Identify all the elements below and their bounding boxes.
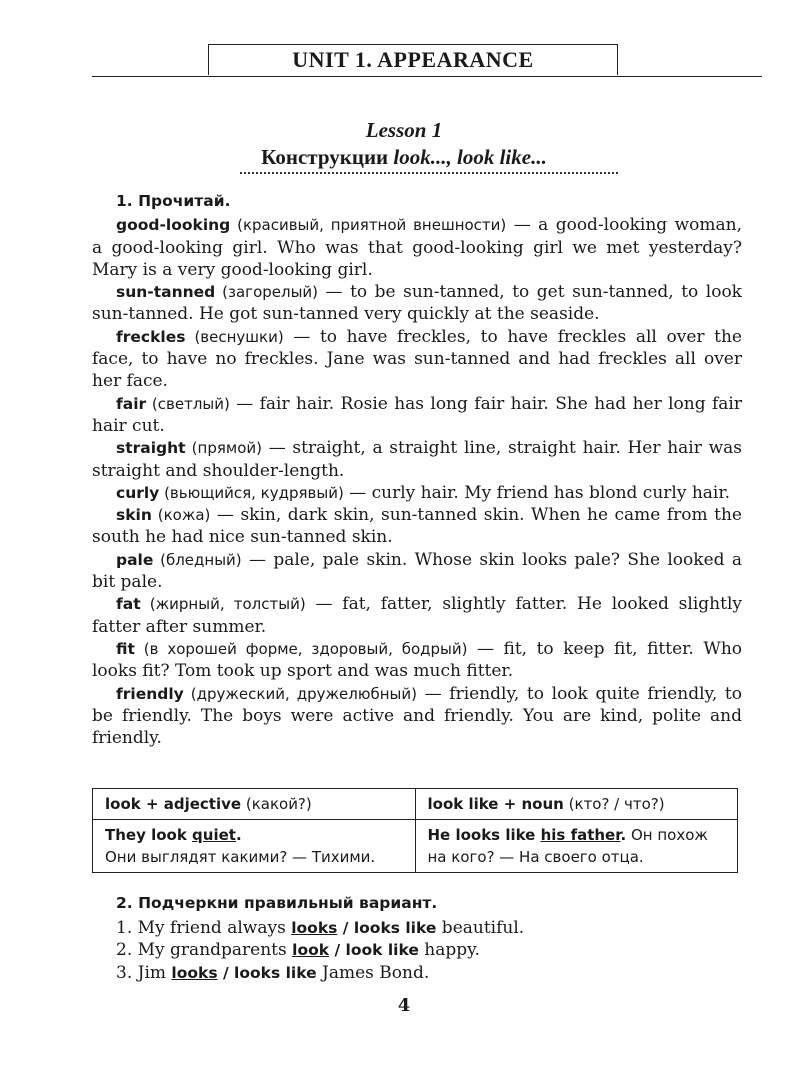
example-right bbox=[415, 820, 738, 873]
vocab-word: friendly bbox=[116, 684, 184, 703]
task2-section bbox=[92, 892, 742, 984]
option-correct[interactable]: look bbox=[292, 941, 330, 959]
grammar-table-example bbox=[93, 820, 738, 873]
option-separator: / bbox=[337, 918, 354, 937]
exercise-item bbox=[92, 962, 742, 985]
vocab-examples: — fair hair. Rosie has long fair hair. She had her long fair hair cut. bbox=[92, 393, 742, 436]
exercise-pre: Jim bbox=[132, 962, 172, 983]
vocab-translation: (дружеский, дружелюбный) bbox=[183, 684, 417, 703]
unit-title-text: UNIT 1. APPEARANCE bbox=[292, 47, 534, 72]
header-left-bold: look + adjective bbox=[105, 795, 242, 813]
vocab-entry bbox=[92, 593, 742, 638]
vocab-translation: (загорелый) bbox=[215, 283, 319, 302]
header-right-bold: look like + noun bbox=[427, 795, 564, 813]
exercise-pre: My grandparents bbox=[132, 940, 293, 960]
header-left-rest: (какой?) bbox=[241, 795, 312, 813]
vocab-examples: — friendly, to look quite friendly, to be friendly. The boys were active and friendly. You are kind, polite and friendly. bbox=[92, 683, 742, 749]
vocab-examples: — fit, to keep fit, fitter. Who looks fit? Tom took up sport and was much fitter. bbox=[92, 638, 742, 682]
vocab-entry bbox=[92, 482, 742, 504]
task1-heading: 1. Прочитай. bbox=[116, 192, 231, 210]
header-right-rest: (кто? / что?) bbox=[563, 795, 665, 813]
vocab-entry bbox=[92, 281, 742, 326]
vocab-translation: (прямой) bbox=[185, 439, 262, 458]
exercise-list bbox=[92, 917, 742, 985]
vocab-examples: — to be sun-tanned, to get sun-tanned, to look sun-tanned. He got sun-tanned very quickly at the seaside. bbox=[92, 282, 742, 325]
unit-title bbox=[208, 44, 618, 75]
vocab-examples: — curly hair. My friend has blond curly hair. bbox=[343, 482, 731, 503]
exercise-post: beautiful. bbox=[436, 917, 525, 938]
example-left-translation: Они выглядят какими? — Тихими. bbox=[105, 848, 376, 866]
vocab-word: good-looking bbox=[116, 216, 231, 235]
option-correct[interactable]: looks bbox=[171, 963, 218, 982]
lesson-subtitle-prefix: Конструкции bbox=[261, 145, 394, 169]
vocab-word: fair bbox=[116, 394, 147, 413]
vocab-translation: (в хорошей форме, здоровый, бодрый) bbox=[134, 639, 468, 658]
vocab-word: freckles bbox=[116, 327, 186, 346]
example-left-post: . bbox=[235, 826, 242, 844]
exercise-item bbox=[92, 917, 742, 940]
vocab-translation: (бледный) bbox=[153, 550, 242, 569]
lesson-subtitle bbox=[0, 145, 808, 170]
option-alternative[interactable]: look like bbox=[345, 941, 419, 959]
example-right-underlined: his father bbox=[540, 826, 621, 844]
vocab-entry bbox=[92, 437, 742, 482]
exercise-pre: My friend always bbox=[132, 917, 292, 938]
vocab-translation: (вьющийся, кудрявый) bbox=[159, 483, 344, 502]
example-right-translation-line2: на кого? — На своего отца. bbox=[427, 848, 644, 866]
vocab-examples: — pale, pale skin. Whose skin looks pale? She looked a bit pale. bbox=[92, 549, 742, 593]
vocab-word: sun-tanned bbox=[116, 283, 216, 302]
vocab-entry bbox=[92, 504, 742, 549]
exercise-number: 2. bbox=[116, 940, 133, 960]
vocab-translation: (красивый, приятной внешности) bbox=[230, 216, 507, 235]
example-right-translation-inline: Он похож bbox=[626, 826, 708, 844]
grammar-table bbox=[92, 788, 738, 873]
vocab-entry bbox=[92, 214, 742, 281]
vocab-entry bbox=[92, 683, 742, 750]
exercise-number: 1. bbox=[116, 917, 133, 938]
vocab-examples: — skin, dark skin, sun-tanned skin. When he came from the south he had nice sun-tanned skin. bbox=[92, 505, 742, 548]
vocab-word: fit bbox=[116, 639, 135, 658]
unit-rule bbox=[92, 76, 762, 77]
dotted-rule bbox=[240, 172, 618, 174]
vocab-entry bbox=[92, 638, 742, 683]
task1-section bbox=[92, 190, 742, 749]
vocab-entry bbox=[92, 393, 742, 438]
option-separator: / bbox=[217, 963, 235, 982]
vocab-examples: — a good-looking woman, a good-looking girl. Who was that good-looking girl we met yesterday? Mary is a very good-looking girl. bbox=[92, 215, 742, 280]
exercise-post: happy. bbox=[418, 940, 480, 960]
example-right-post: . bbox=[620, 826, 627, 844]
vocab-word: fat bbox=[116, 595, 141, 614]
grammar-table-header bbox=[93, 789, 738, 820]
lesson-title: Lesson 1 bbox=[365, 118, 443, 142]
exercise-post: James Bond. bbox=[316, 962, 430, 983]
example-left bbox=[93, 820, 416, 873]
vocab-word: curly bbox=[116, 483, 160, 502]
vocab-translation: (веснушки) bbox=[185, 327, 284, 346]
vocab-word: pale bbox=[116, 550, 154, 569]
example-right-pre: He looks like bbox=[427, 826, 541, 844]
vocab-entry bbox=[92, 326, 742, 393]
lesson-subtitle-italic: look..., look like... bbox=[393, 145, 547, 169]
option-alternative[interactable]: looks like bbox=[234, 963, 317, 982]
vocab-word: straight bbox=[116, 439, 186, 458]
vocab-translation: (кожа) bbox=[151, 506, 211, 525]
vocab-translation: (жирный, толстый) bbox=[140, 595, 306, 614]
example-left-underlined: quiet bbox=[192, 826, 236, 844]
vocab-entry bbox=[92, 549, 742, 594]
exercise-item bbox=[92, 939, 742, 962]
vocab-translation: (светлый) bbox=[146, 394, 230, 413]
task2-heading: 2. Подчеркни правильный вариант. bbox=[116, 894, 438, 912]
vocab-examples: — to have freckles, to have freckles all over the face, to have no freckles. Jane was sun-tanned and had freckles all over her face. bbox=[92, 326, 742, 392]
example-left-pre: They look bbox=[105, 826, 193, 844]
page-number: 4 bbox=[397, 995, 411, 1016]
option-correct[interactable]: looks bbox=[291, 918, 338, 937]
vocab-examples: — straight, a straight line, straight hair. Her hair was straight and shoulder-length. bbox=[92, 438, 742, 481]
header-left bbox=[93, 789, 416, 820]
option-separator: / bbox=[329, 941, 346, 959]
option-alternative[interactable]: looks like bbox=[353, 918, 437, 937]
vocabulary-list bbox=[92, 214, 742, 749]
vocab-examples: — fat, fatter, slightly fatter. He looked slightly fatter after summer. bbox=[92, 594, 742, 637]
exercise-number: 3. bbox=[116, 962, 133, 983]
vocab-word: skin bbox=[116, 506, 152, 525]
header-right bbox=[415, 789, 738, 820]
